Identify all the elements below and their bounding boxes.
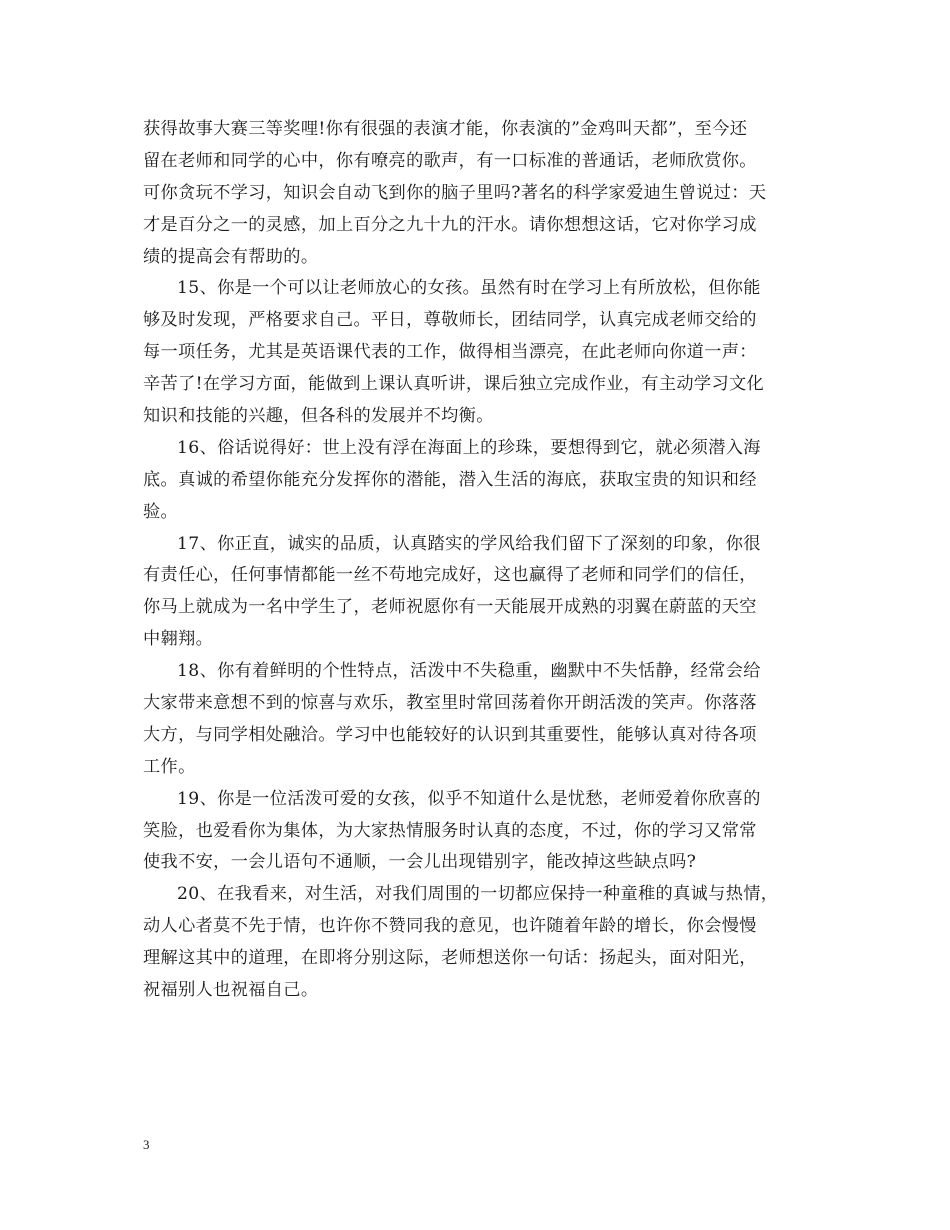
text-line: 验。	[143, 501, 179, 522]
text-line: 中翱翔。	[143, 629, 214, 650]
text-line: 知识和技能的兴趣，但各科的发展并不均衡。	[143, 406, 494, 427]
text-line: 19、你是一位活泼可爱的女孩，似乎不知道什么是忧愁，老师爱着你欣喜的	[177, 788, 761, 809]
text-line: 可你贪玩不学习，知识会自动飞到你的脑子里吗?著名的科学家爱迪生曾说过：天	[143, 182, 767, 203]
text-line: 获得故事大赛三等奖哩!你有很强的表演才能，你表演的”金鸡叫天都”，至今还	[143, 119, 748, 139]
text-line: 底。真诚的希望你能充分发挥你的潜能，潜入生活的海底，获取宝贵的知识和经	[143, 469, 757, 490]
text-line: 笑脸，也爱看你为集体，为大家热情服务时认真的态度，不过，你的学习又常常	[143, 820, 757, 841]
paragraph	[143, 273, 823, 432]
text-line: 才是百分之一的灵感，加上百分之九十九的汗水。请你想想这话，它对你学习成	[143, 214, 757, 235]
text-line: 15、你是一个可以让老师放心的女孩。虽然有时在学习上有所放松，但你能	[177, 278, 761, 299]
text-line: 16、俗话说得好：世上没有浮在海面上的珍珠，要想得到它，就必须潜入海	[177, 437, 761, 458]
text-line: 有责任心，任何事情都能一丝不苟地完成好，这也赢得了老师和同学们的信任，	[143, 565, 757, 586]
text-line: 辛苦了!在学习方面，能做到上课认真听讲，课后独立完成作业，有主动学习文化	[143, 374, 765, 395]
paragraph	[143, 656, 823, 784]
text-line: 理解这其中的道理，在即将分别这际，老师想送你一句话：扬起头，面对阳光，	[143, 948, 757, 969]
paragraph	[143, 114, 823, 273]
text-line: 20、在我看来，对生活，对我们周围的一切都应保持一种童稚的真诚与热情，	[177, 884, 779, 905]
text-line: 工作。	[143, 756, 196, 777]
text-line: 动人心者莫不先于情，也许你不赞同我的意见，也许随着年龄的增长，你会慢慢	[143, 916, 757, 937]
text-line: 每一项任务，尤其是英语课代表的工作，做得相当漂亮，在此老师向你道一声：	[143, 342, 757, 363]
document-body	[143, 114, 823, 1007]
text-line: 18、你有着鲜明的个性特点，活泼中不失稳重，幽默中不失恬静，经常会给	[177, 661, 761, 682]
paragraph	[143, 529, 823, 657]
paragraph	[143, 879, 823, 1007]
text-line: 大方，与同学相处融洽。学习中也能较好的认识到其重要性，能够认真对待各项	[143, 724, 757, 745]
text-line: 你马上就成为一名中学生了，老师祝愿你有一天能展开成熟的羽翼在蔚蓝的天空	[143, 597, 757, 618]
paragraph	[143, 784, 823, 880]
page-number: 3	[143, 1137, 150, 1152]
text-line: 够及时发现，严格要求自己。平日，尊敬师长，团结同学，认真完成老师交给的	[143, 310, 757, 331]
text-line: 绩的提高会有帮助的。	[143, 246, 319, 267]
text-line: 大家带来意想不到的惊喜与欢乐，教室里时常回荡着你开朗活泼的笑声。你落落	[143, 693, 757, 714]
paragraph	[143, 433, 823, 529]
text-line: 祝福别人也祝福自己。	[143, 980, 319, 1001]
text-line: 留在老师和同学的心中，你有嘹亮的歌声，有一口标准的普通话，老师欣赏你。	[143, 150, 757, 171]
text-line: 使我不安，一会儿语句不通顺，一会儿出现错别字，能改掉这些缺点吗?	[143, 852, 697, 873]
text-line: 17、你正直，诚实的品质，认真踏实的学风给我们留下了深刻的印象，你很	[177, 533, 761, 554]
